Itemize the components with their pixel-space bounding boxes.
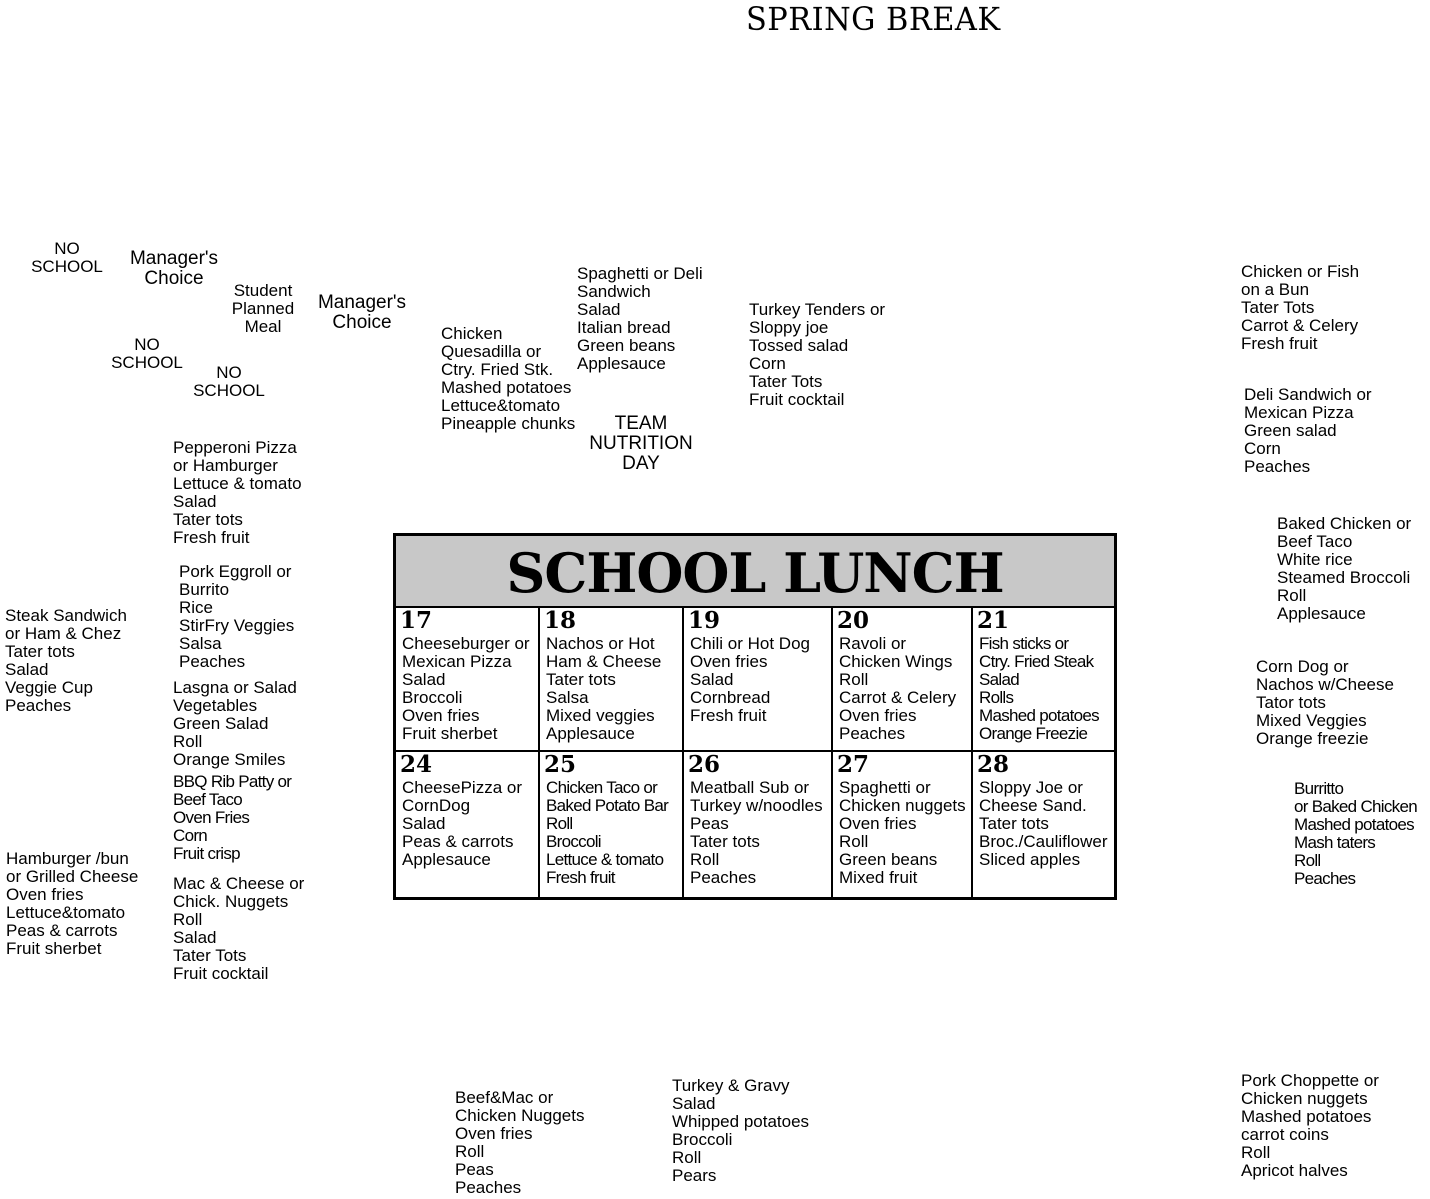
menu-item: Orange Freezie bbox=[979, 724, 1088, 743]
menu-item: Oven fries bbox=[402, 706, 480, 725]
menu-line: Beef Taco bbox=[1277, 532, 1353, 551]
menu-line: Beef Taco bbox=[173, 790, 242, 809]
menu-line: Lettuce & tomato bbox=[173, 474, 302, 493]
managers-choice-note-2 bbox=[312, 293, 412, 333]
menu-item: Peas & carrots bbox=[402, 832, 514, 851]
menu-line: Deli Sandwich or bbox=[1244, 385, 1372, 404]
menu-line: Applesauce bbox=[577, 354, 666, 373]
menu-line: Mixed Veggies bbox=[1256, 711, 1367, 730]
team-nutrition-day-note bbox=[583, 414, 699, 474]
student-planned-meal-note bbox=[226, 282, 300, 336]
menu-line: Roll bbox=[672, 1148, 702, 1167]
menu-line: Beef&Mac or bbox=[455, 1088, 554, 1107]
menu-line: Green beans bbox=[577, 336, 676, 355]
menu-line: Burritto bbox=[1294, 779, 1344, 798]
menu-line: Corn bbox=[749, 354, 786, 373]
menu-steak-sandwich bbox=[5, 607, 127, 715]
menu-burrito-baked bbox=[1294, 780, 1417, 888]
menu-line: Oven fries bbox=[6, 885, 84, 904]
menu-line: SCHOOL bbox=[31, 257, 103, 276]
menu-line: Corn Dog or bbox=[1256, 657, 1349, 676]
menu-item: Peaches bbox=[839, 724, 906, 743]
menu-line: Mashed potatoes bbox=[1294, 815, 1414, 834]
day-number: 28 bbox=[977, 751, 1010, 778]
menu-lasagna bbox=[173, 679, 297, 769]
menu-line: Corn bbox=[1244, 439, 1281, 458]
menu-item: Chili or Hot Dog bbox=[690, 634, 810, 653]
menu-line: Veggie Cup bbox=[5, 678, 93, 697]
calendar-day-21 bbox=[973, 608, 1114, 752]
menu-item: Baked Potato Bar bbox=[546, 796, 669, 815]
menu-spaghetti-deli bbox=[577, 265, 703, 373]
day-menu bbox=[546, 779, 668, 887]
menu-line: on a Bun bbox=[1241, 280, 1310, 299]
menu-line: Baked Chicken or bbox=[1277, 514, 1412, 533]
menu-line: Mexican Pizza bbox=[1244, 403, 1354, 422]
menu-line: Manager's bbox=[317, 292, 407, 313]
menu-line: Chicken or Fish bbox=[1241, 262, 1360, 281]
menu-item: Salad bbox=[402, 670, 446, 689]
menu-line: Orange freezie bbox=[1256, 729, 1369, 748]
menu-line: Spaghetti or Deli bbox=[577, 264, 703, 283]
spring-break-heading: SPRING BREAK bbox=[746, 0, 1001, 38]
day-menu bbox=[839, 635, 956, 743]
menu-line: Mac & Cheese or bbox=[173, 874, 305, 893]
menu-line: SCHOOL bbox=[193, 381, 265, 400]
menu-line: Salsa bbox=[179, 634, 222, 653]
day-menu bbox=[402, 779, 522, 869]
menu-line: Roll bbox=[173, 910, 203, 929]
menu-line: Steamed Broccoli bbox=[1277, 568, 1411, 587]
menu-line: Salad bbox=[672, 1094, 716, 1113]
menu-line: Roll bbox=[1277, 586, 1307, 605]
menu-item: Roll bbox=[839, 670, 869, 689]
menu-line: Lasgna or Salad bbox=[173, 678, 297, 697]
day-number: 21 bbox=[977, 607, 1010, 634]
menu-line: or Ham & Chez bbox=[5, 624, 122, 643]
menu-line: Fruit cocktail bbox=[173, 964, 269, 983]
menu-line: Fruit cocktail bbox=[749, 390, 845, 409]
menu-line: Steak Sandwich bbox=[5, 606, 127, 625]
menu-turkey-tenders bbox=[749, 301, 885, 409]
menu-line: Planned bbox=[231, 299, 295, 318]
day-menu bbox=[690, 635, 810, 725]
menu-line: Green Salad bbox=[173, 714, 269, 733]
menu-line: TEAM bbox=[614, 413, 668, 434]
menu-line: Peas & carrots bbox=[6, 921, 118, 940]
menu-line: Orange Smiles bbox=[173, 750, 286, 769]
menu-item: Tater tots bbox=[546, 670, 616, 689]
day-menu bbox=[979, 635, 1099, 743]
menu-line: Hamburger /bun bbox=[6, 849, 129, 868]
managers-choice-note bbox=[124, 249, 224, 289]
menu-item: Cheese Sand. bbox=[979, 796, 1087, 815]
menu-item: Turkey w/noodles bbox=[690, 796, 823, 815]
menu-line: Ctry. Fried Stk. bbox=[441, 360, 554, 379]
menu-hamburger-bun bbox=[6, 850, 138, 958]
menu-line: Roll bbox=[1241, 1143, 1271, 1162]
menu-line: Peaches bbox=[1294, 869, 1356, 888]
menu-line: Burrito bbox=[179, 580, 230, 599]
menu-line: Fresh fruit bbox=[173, 528, 250, 547]
day-number: 24 bbox=[400, 751, 433, 778]
menu-line: NO bbox=[134, 335, 160, 354]
menu-line: Choice bbox=[144, 268, 204, 289]
menu-line: Chicken bbox=[441, 324, 503, 343]
menu-item: Ravoli or bbox=[839, 634, 907, 653]
menu-item: Chicken Wings bbox=[839, 652, 953, 671]
menu-line: or Grilled Cheese bbox=[6, 867, 139, 886]
day-menu bbox=[979, 779, 1108, 869]
menu-line: Tater tots bbox=[5, 642, 75, 661]
menu-line: Tator tots bbox=[1256, 693, 1326, 712]
day-number: 18 bbox=[544, 607, 577, 634]
menu-item: Fresh fruit bbox=[690, 706, 767, 725]
menu-line: Turkey Tenders or bbox=[749, 300, 886, 319]
menu-line: Oven Fries bbox=[173, 808, 250, 827]
menu-item: Salsa bbox=[546, 688, 589, 707]
menu-line: Tater Tots bbox=[749, 372, 823, 391]
calendar-day-18 bbox=[540, 608, 684, 752]
menu-line: Pork Eggroll or bbox=[179, 562, 292, 581]
menu-item: Tater tots bbox=[690, 832, 760, 851]
day-number: 17 bbox=[400, 607, 433, 634]
menu-turkey-gravy bbox=[672, 1077, 809, 1185]
menu-beef-mac bbox=[455, 1089, 584, 1197]
menu-item: Broccoli bbox=[402, 688, 463, 707]
menu-item: Roll bbox=[690, 850, 720, 869]
menu-line: Pears bbox=[672, 1166, 717, 1185]
menu-item: Broccoli bbox=[546, 832, 601, 851]
menu-line: White rice bbox=[1277, 550, 1353, 569]
menu-line: Whipped potatoes bbox=[672, 1112, 810, 1131]
calendar-day-24 bbox=[396, 752, 540, 897]
menu-line: Peaches bbox=[455, 1178, 522, 1197]
menu-item: Peas bbox=[690, 814, 729, 833]
menu-line: or Baked Chicken bbox=[1294, 797, 1417, 816]
menu-line: StirFry Veggies bbox=[179, 616, 295, 635]
menu-line: Salad bbox=[5, 660, 49, 679]
menu-baked-chicken-taco bbox=[1277, 515, 1411, 623]
menu-item: Peaches bbox=[690, 868, 757, 887]
menu-line: Carrot & Celery bbox=[1241, 316, 1359, 335]
menu-item: Rolls bbox=[979, 688, 1014, 707]
menu-item: Fish sticks or bbox=[979, 634, 1069, 653]
menu-item: Roll bbox=[546, 814, 573, 833]
menu-item: Salad bbox=[402, 814, 446, 833]
menu-line: NO bbox=[216, 363, 242, 382]
menu-line: Rice bbox=[179, 598, 214, 617]
menu-corn-dog bbox=[1256, 658, 1394, 748]
menu-line: Nachos w/Cheese bbox=[1256, 675, 1394, 694]
menu-item: Sloppy Joe or bbox=[979, 778, 1083, 797]
menu-line: Mash taters bbox=[1294, 833, 1376, 852]
menu-line: Apricot halves bbox=[1241, 1161, 1348, 1180]
menu-item: Lettuce & tomato bbox=[546, 850, 664, 869]
calendar-day-20 bbox=[833, 608, 973, 752]
menu-pepperoni bbox=[173, 439, 302, 547]
menu-mac-cheese bbox=[173, 875, 304, 983]
menu-item: Nachos or Hot bbox=[546, 634, 655, 653]
menu-line: Mashed potatoes bbox=[441, 378, 572, 397]
menu-line: Pork Choppette or bbox=[1241, 1071, 1379, 1090]
calendar-day-17 bbox=[396, 608, 540, 752]
day-number: 20 bbox=[837, 607, 870, 634]
menu-item: CornDog bbox=[402, 796, 471, 815]
menu-line: Roll bbox=[455, 1142, 485, 1161]
menu-line: Italian bread bbox=[577, 318, 671, 337]
menu-deli-mexican bbox=[1244, 386, 1372, 476]
menu-item: Cheeseburger or bbox=[402, 634, 530, 653]
menu-item: Oven fries bbox=[839, 706, 917, 725]
menu-line: Green salad bbox=[1244, 421, 1337, 440]
menu-line: Quesadilla or bbox=[441, 342, 542, 361]
menu-item: Mexican Pizza bbox=[402, 652, 512, 671]
menu-item: Ham & Cheese bbox=[546, 652, 662, 671]
menu-item: Fruit sherbet bbox=[402, 724, 498, 743]
menu-line: Roll bbox=[1294, 851, 1321, 870]
calendar-day-25 bbox=[540, 752, 684, 897]
menu-line: Turkey & Gravy bbox=[672, 1076, 790, 1095]
menu-line: Roll bbox=[173, 732, 203, 751]
menu-line: Manager's bbox=[129, 248, 219, 269]
menu-line: Pepperoni Pizza bbox=[173, 438, 297, 457]
menu-line: DAY bbox=[622, 453, 660, 474]
menu-line: Chick. Nuggets bbox=[173, 892, 289, 911]
menu-item: Chicken nuggets bbox=[839, 796, 966, 815]
menu-item: Oven fries bbox=[690, 652, 768, 671]
menu-item: Cornbread bbox=[690, 688, 771, 707]
menu-bbq-rib bbox=[173, 773, 291, 863]
day-number: 26 bbox=[688, 751, 721, 778]
day-number: 25 bbox=[544, 751, 577, 778]
menu-item: Broc./Cauliflower bbox=[979, 832, 1108, 851]
menu-line: Tater Tots bbox=[173, 946, 247, 965]
menu-item: Fresh fruit bbox=[546, 868, 615, 887]
calendar-day-26 bbox=[684, 752, 833, 897]
menu-line: Applesauce bbox=[1277, 604, 1366, 623]
day-menu bbox=[546, 635, 661, 743]
menu-line: Tater Tots bbox=[1241, 298, 1315, 317]
menu-line: Tater tots bbox=[173, 510, 243, 529]
menu-item: Mixed fruit bbox=[839, 868, 918, 887]
day-number: 19 bbox=[688, 607, 721, 634]
menu-line: Fruit crisp bbox=[173, 844, 240, 863]
menu-item: Salad bbox=[979, 670, 1019, 689]
menu-line: Peaches bbox=[179, 652, 246, 671]
menu-item: CheesePizza or bbox=[402, 778, 523, 797]
menu-item: Applesauce bbox=[402, 850, 491, 869]
menu-line: Oven fries bbox=[455, 1124, 533, 1143]
menu-item: Applesauce bbox=[546, 724, 635, 743]
menu-line: Sandwich bbox=[577, 282, 651, 301]
menu-line: NO bbox=[54, 239, 80, 258]
no-school-note-3 bbox=[190, 364, 268, 400]
menu-line: NUTRITION bbox=[589, 433, 693, 454]
menu-line: BBQ Rib Patty or bbox=[173, 772, 292, 791]
menu-item: Mixed veggies bbox=[546, 706, 655, 725]
menu-item: Sliced apples bbox=[979, 850, 1081, 869]
menu-line: Peaches bbox=[5, 696, 72, 715]
menu-line: Student bbox=[233, 281, 293, 300]
menu-line: Lettuce&tomato bbox=[6, 903, 126, 922]
calendar-day-27 bbox=[833, 752, 973, 897]
menu-item: Tater tots bbox=[979, 814, 1049, 833]
school-lunch-calendar bbox=[393, 533, 1117, 900]
menu-line: or Hamburger bbox=[173, 456, 278, 475]
menu-line: Fruit sherbet bbox=[6, 939, 102, 958]
menu-item: Salad bbox=[690, 670, 734, 689]
menu-line: Meal bbox=[244, 317, 282, 336]
menu-line: Vegetables bbox=[173, 696, 258, 715]
menu-line: carrot coins bbox=[1241, 1125, 1329, 1144]
no-school-note bbox=[28, 240, 106, 276]
menu-pork-choppette bbox=[1241, 1072, 1379, 1180]
menu-item: Carrot & Celery bbox=[839, 688, 957, 707]
menu-chicken-fish-bun bbox=[1241, 263, 1359, 353]
menu-item: Spaghetti or bbox=[839, 778, 931, 797]
menu-line: Corn bbox=[173, 826, 208, 845]
menu-line: Sloppy joe bbox=[749, 318, 829, 337]
no-school-note-2 bbox=[108, 336, 186, 372]
menu-item: Oven fries bbox=[839, 814, 917, 833]
menu-line: Salad bbox=[173, 492, 217, 511]
day-menu bbox=[690, 779, 823, 887]
menu-pork-eggroll bbox=[179, 563, 294, 671]
menu-line: Peas bbox=[455, 1160, 494, 1179]
day-menu bbox=[402, 635, 530, 743]
menu-line: Chicken nuggets bbox=[1241, 1089, 1368, 1108]
calendar-day-28 bbox=[973, 752, 1114, 897]
menu-chicken-quesadilla bbox=[441, 325, 575, 433]
menu-line: Mashed potatoes bbox=[1241, 1107, 1372, 1126]
menu-line: Lettuce&tomato bbox=[441, 396, 561, 415]
menu-line: Choice bbox=[332, 312, 392, 333]
menu-line: Broccoli bbox=[672, 1130, 733, 1149]
menu-item: Roll bbox=[839, 832, 869, 851]
menu-item: Ctry. Fried Steak bbox=[979, 652, 1094, 671]
day-number: 27 bbox=[837, 751, 870, 778]
menu-item: Mashed potatoes bbox=[979, 706, 1099, 725]
menu-item: Chicken Taco or bbox=[546, 778, 658, 797]
menu-line: Tossed salad bbox=[749, 336, 849, 355]
day-menu bbox=[839, 779, 966, 887]
menu-line: Salad bbox=[173, 928, 217, 947]
menu-line: Salad bbox=[577, 300, 621, 319]
menu-item: Green beans bbox=[839, 850, 938, 869]
calendar-title: SCHOOL LUNCH bbox=[396, 536, 1114, 608]
menu-item: Meatball Sub or bbox=[690, 778, 810, 797]
menu-line: Chicken Nuggets bbox=[455, 1106, 585, 1125]
menu-line: Fresh fruit bbox=[1241, 334, 1318, 353]
menu-line: Peaches bbox=[1244, 457, 1311, 476]
calendar-day-19 bbox=[684, 608, 833, 752]
menu-line: Pineapple chunks bbox=[441, 414, 576, 433]
menu-line: SCHOOL bbox=[111, 353, 183, 372]
